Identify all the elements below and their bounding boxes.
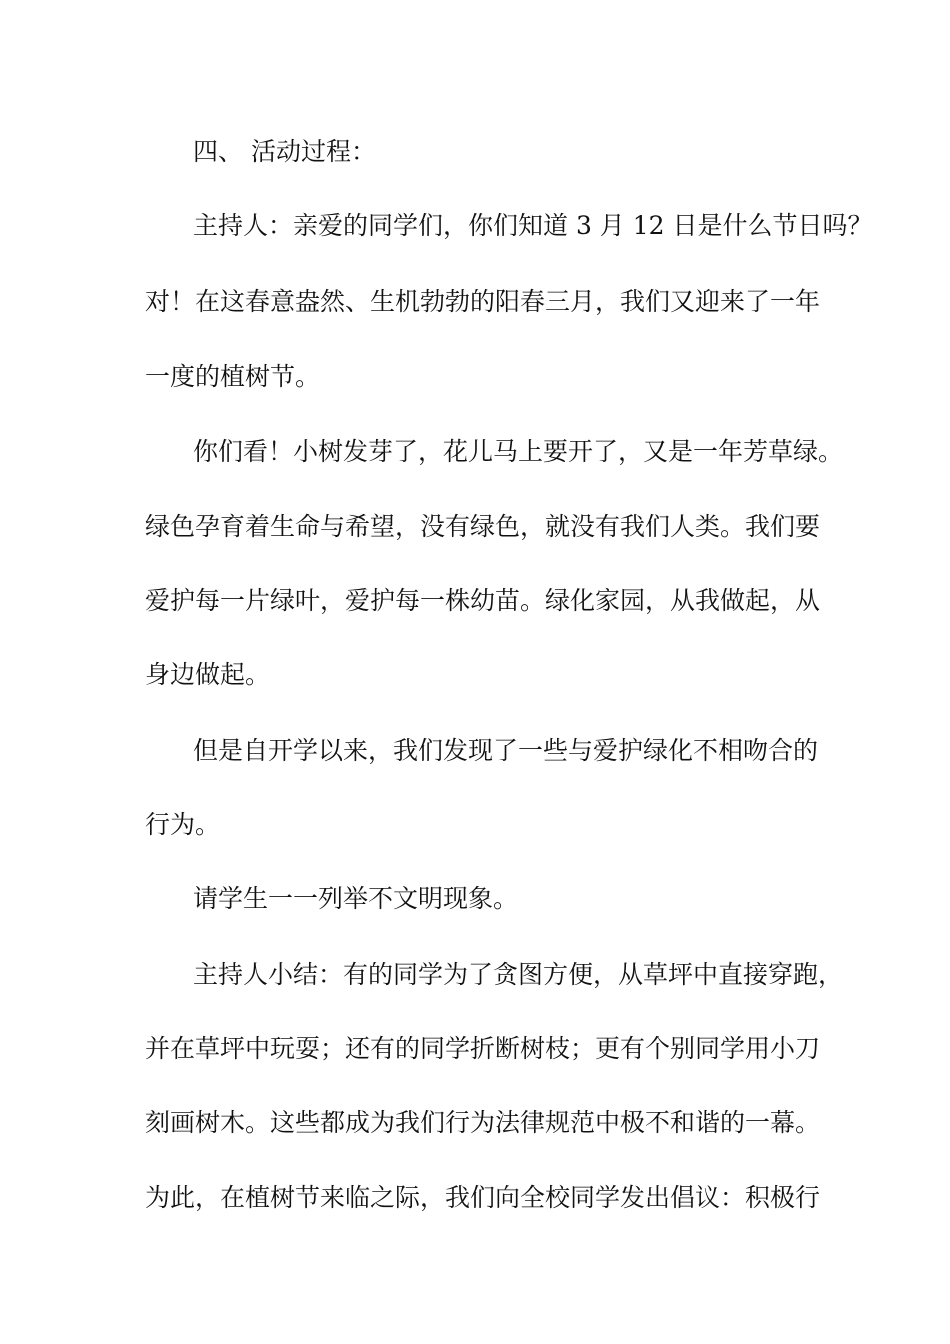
paragraph-line: 并在草坪中玩耍；还有的同学折断树枝；更有个别同学用小刀 [145,1034,821,1063]
paragraph-line: 刻画树木。这些都成为我们行为法律规范中极不和谐的一幕。 [145,1108,821,1137]
paragraph-line: 一度的植树节。 [145,362,321,391]
paragraph-line: 主持人小结：有的同学为了贪图方便，从草坪中直接穿跑， [193,960,844,989]
paragraph-line: 身边做起。 [145,660,271,689]
paragraph-line: 对！在这春意盎然、生机勃勃的阳春三月，我们又迎来了一年 [145,287,821,316]
paragraph-line: 绿色孕育着生命与希望，没有绿色，就没有我们人类。我们要 [145,512,821,541]
section-heading: 四、 活动过程： [193,137,376,166]
paragraph-line: 行为。 [145,810,221,839]
paragraph-line: 为此，在植树节来临之际，我们向全校同学发出倡议：积极行 [145,1183,821,1212]
paragraph-line: 主持人：亲爱的同学们，你们知道 3 月 12 日是什么节日吗？ [193,211,873,240]
paragraph-line: 请学生一一列举不文明现象。 [193,884,519,913]
paragraph-line: 但是自开学以来，我们发现了一些与爱护绿化不相吻合的 [193,736,819,765]
paragraph-line: 你们看！小树发芽了，花儿马上要开了，又是一年芳草绿。 [193,437,844,466]
paragraph-line: 爱护每一片绿叶，爱护每一株幼苗。绿化家园，从我做起，从 [145,586,821,615]
